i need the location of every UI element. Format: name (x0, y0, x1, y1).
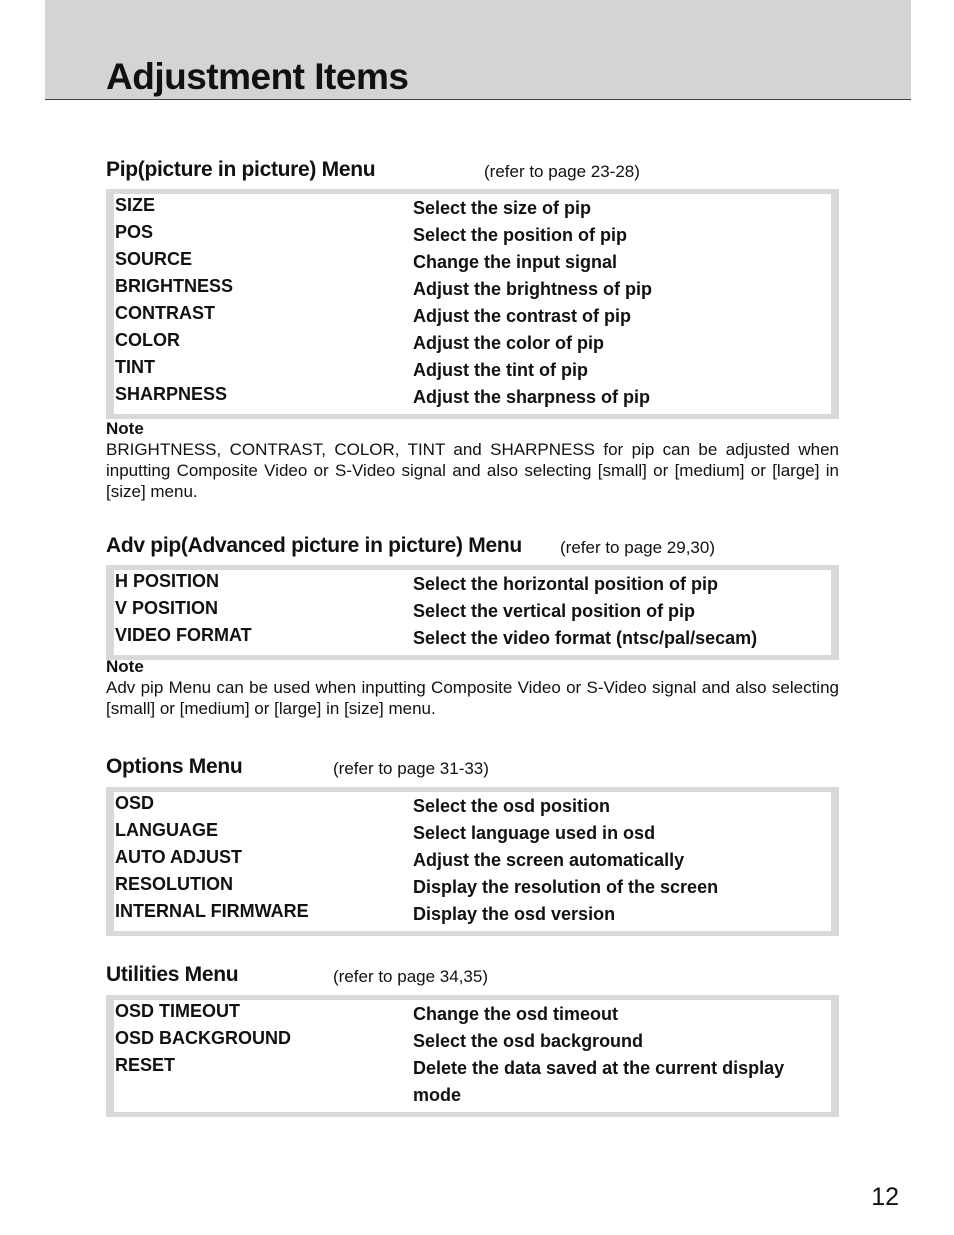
item-row (114, 847, 831, 874)
item-description: Display the resolution of the screen (413, 877, 719, 897)
item-name: AUTO ADJUST (115, 847, 243, 867)
section-title: Utilities Menu (106, 963, 239, 986)
section-heading-options (106, 753, 839, 783)
note-label: Note (106, 419, 144, 438)
item-row (114, 249, 831, 276)
section-page-ref: (refer to page 34,35) (333, 967, 488, 986)
item-row (114, 874, 831, 901)
section-page-ref: (refer to page 31-33) (333, 759, 489, 778)
item-name: RESOLUTION (115, 874, 234, 894)
item-row (114, 901, 831, 928)
section-page-ref: (refer to page 29,30) (560, 538, 715, 557)
item-table-pip (106, 189, 839, 419)
item-description: Change the input signal (413, 252, 618, 272)
item-row (114, 330, 831, 357)
item-name: LANGUAGE (115, 820, 218, 840)
note-text: BRIGHTNESS, CONTRAST, COLOR, TINT and SHARPNESS for pip can be adjusted when inputting Composite Video or S-Video signal and also selecting [small] or [medium] or [large] in [size] menu. (106, 440, 839, 501)
item-name: RESET (115, 1055, 176, 1075)
item-description: Adjust the brightness of pip (413, 279, 652, 299)
item-name: CONTRAST (115, 303, 215, 323)
item-name: INTERNAL FIRMWARE (115, 901, 309, 921)
item-name: BRIGHTNESS (115, 276, 234, 296)
item-name: V POSITION (115, 598, 219, 618)
item-description: Select the video format (ntsc/pal/secam) (413, 628, 758, 648)
section-heading-pip (106, 156, 839, 186)
section-page-ref: (refer to page 23-28) (484, 162, 640, 181)
item-name: OSD TIMEOUT (115, 1001, 240, 1021)
item-row (114, 793, 831, 820)
page-number: 12 (871, 1183, 899, 1211)
section-title: Adv pip(Advanced picture in picture) Menu (106, 534, 522, 557)
item-description: Select the horizontal position of pip (413, 574, 718, 594)
note-text: Adv pip Menu can be used when inputting Composite Video or S-Video signal and also selecting [small] or [medium] or [large] in [size] menu. (106, 678, 839, 718)
item-description: Delete the data saved at the current display mode (413, 1058, 785, 1105)
item-row (114, 195, 831, 222)
item-row (114, 598, 831, 625)
item-table-utilities (106, 995, 839, 1117)
item-description: Adjust the contrast of pip (413, 306, 631, 326)
item-name: OSD (115, 793, 155, 813)
item-table-options (106, 787, 839, 936)
item-row (114, 303, 831, 330)
item-row (114, 820, 831, 847)
item-row (114, 384, 831, 411)
item-row (114, 625, 831, 652)
section-title: Pip(picture in picture) Menu (106, 158, 376, 181)
item-name: TINT (115, 357, 155, 377)
item-name: VIDEO FORMAT (115, 625, 252, 645)
item-description: Display the osd version (413, 904, 616, 924)
item-name: POS (115, 222, 154, 242)
item-row (114, 1055, 831, 1109)
item-name: H POSITION (115, 571, 220, 591)
section-title: Options Menu (106, 755, 243, 778)
item-description: Adjust the screen automatically (413, 850, 685, 870)
item-row (114, 357, 831, 384)
item-description: Adjust the tint of pip (413, 360, 588, 380)
item-description: Select the osd position (413, 796, 611, 816)
note-label: Note (106, 657, 144, 676)
item-description: Adjust the sharpness of pip (413, 387, 651, 407)
item-row (114, 571, 831, 598)
item-description: Select the position of pip (413, 225, 628, 245)
section-heading-adv-pip (106, 532, 839, 562)
item-description: Change the osd timeout (413, 1004, 619, 1024)
item-name: COLOR (115, 330, 180, 350)
item-name: OSD BACKGROUND (115, 1028, 292, 1048)
item-description: Adjust the color of pip (413, 333, 604, 353)
item-description: Select the vertical position of pip (413, 601, 696, 621)
item-table-adv-pip (106, 565, 839, 660)
item-row (114, 276, 831, 303)
section-heading-utilities (106, 961, 839, 991)
page-title: Adjustment Items (106, 56, 409, 97)
item-description: Select the size of pip (413, 198, 592, 218)
item-row (114, 1001, 831, 1028)
note-adv-pip (106, 657, 839, 719)
item-row (114, 222, 831, 249)
item-name: SOURCE (115, 249, 193, 269)
note-pip (106, 419, 839, 502)
item-name: SHARPNESS (115, 384, 228, 404)
item-description: Select the osd background (413, 1031, 644, 1051)
item-row (114, 1028, 831, 1055)
item-name: SIZE (115, 195, 156, 215)
item-description: Select language used in osd (413, 823, 656, 843)
